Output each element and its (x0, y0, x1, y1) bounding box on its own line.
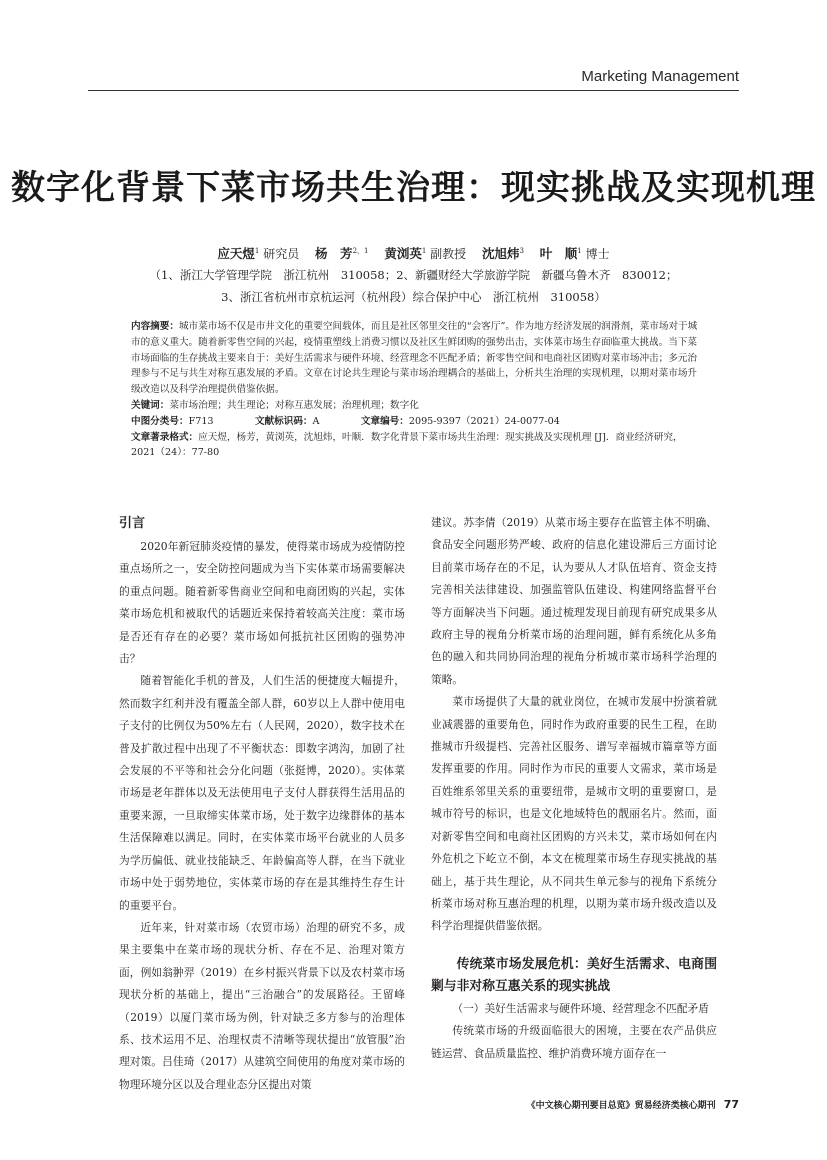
author-name: 黄浏英 (384, 246, 422, 261)
body-paragraph: 随着智能化手机的普及，人们生活的便捷度大幅提升，然而数字红利并没有覆盖全部人群，60岁以上人群中使用电子支付的比例仅为50%左右（人民网，2020），数字技术在普及扩散过程中出现了不平衡状态：即数字鸿沟，加剧了社会发展的不平等和社会分化问题（张挺博，2020）。实体菜市场是老年群体以及无法使用电子支付人群获得生活用品的重要来源，一旦取缔实体菜市场，处于数字边缘群体的基本生活保障难以满足。同时，在实体菜市场平台就业的人员多为学历偏低、就业技能缺乏、年龄偏高等人群，在当下就业市场中处于弱势地位，实体菜市场的存在是其维持生存生计的重要平台。 (119, 674, 405, 912)
author-role: 博士 (585, 247, 610, 261)
author-name: 杨 芳 (315, 246, 353, 261)
body-paragraph: 近年来，针对菜市场（农贸市场）治理的研究不多，成果主要集中在菜市场的现状分析、存在不足、治理对策方面，例如翁翀羿（2019）在乡村振兴背景下以及农村菜市场现状分析的基础上，提出“三治融合”的发展路径。王留峰（2019）以厦门菜市场为例，针对缺乏多方参与的治理体系、技术运用不足、治理权责不清晰等现状提出“放管服”治理对策。吕佳琦（2017）从建筑空间使用的角度对菜市场的物理环境分区以及合理业态分区提出对策 (119, 920, 405, 1091)
article-number-value: 2095-9397（2021）24-0077-04 (408, 415, 560, 427)
body-paragraph: 传统菜市场的升级面临很大的困境，主要在农产品供应链运营、食品质量监控、维护消费环境方面存在一 (431, 1024, 717, 1060)
author-line (0, 244, 827, 262)
body-paragraph: 2020年新冠肺炎疫情的暴发，使得菜市场成为疫情防控重点场所之一，安全防控问题成为当下实体菜市场需要解决的重点问题。随着新零售商业空间和电商团购的兴起，实体菜市场危机和被取代的话题近来保持着较高关注度：菜市场是否还有存在的必要？菜市场如何抵抗社区团购的强势冲击？ (119, 540, 405, 666)
section-heading: 传统菜市场发展危机：美好生活需求、电商围剿与非对称互惠关系的现实挑战 (431, 956, 717, 994)
keywords-text: 菜市场治理；共生理论；对称互惠发展；治理机理；数字化 (169, 399, 419, 411)
clc-value: F713 (188, 415, 214, 427)
abstract-text: 城市菜市场不仅是市井文化的重要空间载体，而且是社区邻里交往的“会客厅”。作为地方经济发展的润滑剂，菜市场对于城市的意义重大。随着新零售空间的兴起，疫情重塑线上消费习惯以及社区生鲜团购的强势出击，实体菜市场生存面临重大挑战。当下菜市场面临的生存挑战主要来自于：美好生活需求与硬件环境、经营理念不匹配矛盾；新零售空间和电商社区团购对菜市场冲击；多元治理参与不足与共生对称互惠发展的矛盾。文章在讨论共生理论与菜市场治理耦合的基础上，分析共生治理的实现机理，以期对菜市场升级改造以及科学治理提供借鉴依据。 (131, 321, 698, 396)
header-rule (88, 90, 739, 91)
left-column (119, 512, 405, 1096)
citation-line (131, 430, 706, 462)
doc-code-label: 文献标识码： (254, 415, 313, 427)
body-paragraph: 菜市场提供了大量的就业岗位，在城市发展中扮演着就业减震器的重要角色，同时作为政府重要的民生工程，在助推城市升级提档、完善社区服务、谱写幸福城市篇章等方面发挥重要的作用。同时作为市民的重要人文需求，菜市场是百姓维系邻里关系的重要纽带，是城市文明的重要窗口，是城市符号的标识，也是文化地域特色的靓丽名片。然而，面对新零售空间和电商社区团购的方兴未艾，菜市场如何在内外危机之下屹立不倒，本文在梳理菜市场生存现实挑战的基础上，基于共生理论，从不同共生单元参与的视角下系统分析菜市场对称互惠治理的机理，以期为菜市场升级改造以及科学治理提供借鉴依据。 (431, 695, 717, 933)
author-role: 研究员 (263, 247, 300, 261)
citation-label: 文章著录格式： (131, 431, 199, 443)
citation-text: 应天煜，杨芳，黄浏英，沈旭炜，叶顺．数字化背景下菜市场共生治理：现实挑战及实现机理 [J]．商业经济研究，2021（24）：77-80 (131, 431, 683, 459)
clc-label: 中图分类号： (131, 415, 189, 427)
abstract-block (131, 319, 706, 461)
subsection-heading: （一）美好生活需求与硬件环境、经营理念不匹配矛盾 (452, 1001, 709, 1015)
intro-heading: 引言 (119, 516, 146, 531)
author-sup: 1 (421, 247, 427, 255)
author-sup: 1 (577, 247, 582, 255)
author-sup: 3 (519, 247, 524, 255)
classification-line (131, 414, 706, 430)
author-name: 应天煜 (217, 246, 255, 261)
affiliation-line: （1、浙江大学管理学院 浙江杭州 310058；2、新疆财经大学旅游学院 新疆乌鲁木齐 830012； (149, 268, 678, 282)
article-title: 数字化背景下菜市场共生治理：现实挑战及实现机理 (11, 168, 816, 208)
affiliation-line: 3、浙江省杭州市京杭运河（杭州段）综合保护中心 浙江杭州 310058） (221, 290, 606, 304)
section-tag: Marketing Management (581, 68, 739, 85)
author-name: 叶 顺 (539, 246, 578, 261)
abstract-label: 内容摘要： (131, 321, 179, 332)
author-name: 沈旭炜 (481, 246, 520, 261)
doc-code-value: A (312, 415, 320, 427)
journal-note: 《中文核心期刊要目总览》贸易经济类核心期刊 (526, 1101, 716, 1111)
body-paragraph: 建议。苏李倩（2019）从菜市场主要存在监管主体不明确、食品安全问题形势严峻、政府的信息化建设滞后三方面讨论目前菜市场存在的不足，认为要从人才队伍培育、资金支持完善相关法律建设、加强监管队伍建设、构建网络监督平台等方面解决当下问题。通过梳理发现目前现有研究成果多从政府主导的视角分析菜市场的治理问题，鲜有系统化从多角色的融入和共同协同治理的视角分析城市菜市场科学治理的策略。 (431, 516, 717, 686)
article-number-label: 文章编号： (360, 415, 409, 427)
abstract-paragraph (131, 319, 706, 398)
right-column (431, 512, 717, 1065)
author-role: 副教授 (430, 247, 467, 261)
author-sup: 1 (254, 247, 260, 255)
keywords-line (131, 398, 706, 414)
author-sup: 2，1 (352, 247, 369, 255)
page-number: 77 (723, 1098, 739, 1111)
page-footer (527, 1098, 739, 1111)
keywords-label: 关键词： (131, 399, 170, 411)
